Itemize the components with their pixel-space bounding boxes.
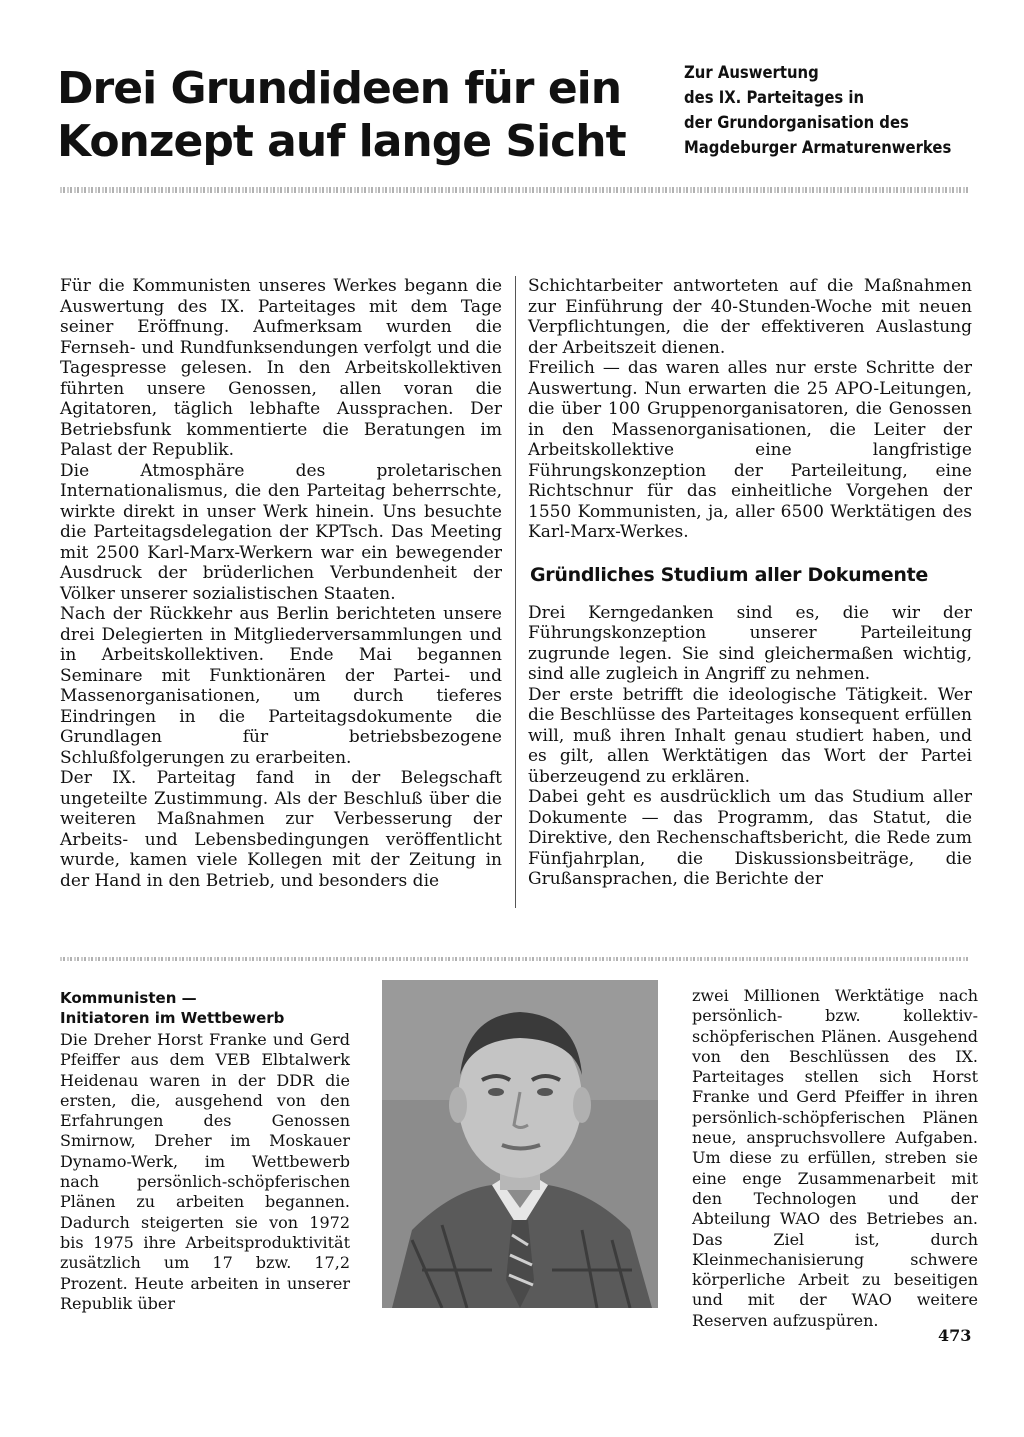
portrait-photo	[382, 980, 658, 1308]
sidebar-text: Die Dreher Horst Franke und Gerd Pfeiffer aus dem VEB Elbtalwerk Heidenau waren in der DDR die ersten, die, ausgehend von den Erfahrungen des Genossen Smirnow, Dreher im Moskauer Dynamo-Werk, im Wettbewerb nach persönlich-schöpferischen Plänen zu arbeiten begannen. Dadurch steigerten sie von 1972 bis 1975 ihre Arbeitsproduktivität zusätzlich um 17 bzw. 17,2 Prozent. Heute arbeiten in unserer Republik über	[60, 1030, 350, 1313]
subheadline-line: der Grundorganisation des	[684, 113, 909, 132]
section-heading: Gründliches Studium aller Dokumente	[530, 563, 928, 586]
subheadline-line: des IX. Parteitages in	[684, 88, 865, 107]
paragraph: Für die Kommunisten unseres Werkes begann die Auswertung des IX. Parteitages mit dem Tage seiner Eröffnung. Aufmerksam wurden die Fernseh- und Rundfunksendungen verfolgt und die Tagespresse gelesen. In den Arbeitskollektiven führten unsere Genossen, allen voran die Agitatoren, täglich lebhafte Aussprachen. Der Betriebsfunk kommentierte die Beratungen im Palast der Republik.	[60, 276, 502, 460]
right-column	[528, 276, 972, 890]
paragraph: Der IX. Parteitag fand in der Belegschaft ungeteilte Zustimmung. Als der Beschluß über die weiteren Maßnahmen zur Verbesserung der Arbeits- und Lebensbedingungen veröffentlicht wurde, kamen viele Kollegen mit der Zeitung in der Hand in den Betrieb, und besonders die	[60, 768, 502, 891]
page-number: 473	[938, 1326, 972, 1345]
paragraph: Dabei geht es ausdrücklich um das Studium aller Dokumente — das Programm, das Statut, die Direktive, den Rechenschaftsbericht, die Rede zum Fünfjahrplan, die Diskussionsbeiträge, die Grußansprachen, die Berichte der	[528, 787, 972, 889]
paragraph: Nach der Rückkehr aus Berlin berichteten unsere drei Delegierten in Mitgliederversammlungen und in Arbeitskollektiven. Ende Mai begannen Seminare mit Funktionären der Partei- und Massenorganisationen, um durch tieferes Eindringen in die Parteitagsdokumente die Grundlagen für betriebsbezogene Schlußfolgerungen zu erarbeiten.	[60, 604, 502, 768]
column-divider	[515, 276, 516, 908]
headline-line-1: Drei Grundideen für ein	[57, 63, 622, 114]
left-column	[60, 276, 502, 891]
sidebar-box-right	[692, 986, 978, 1331]
sidebar-box-left	[60, 988, 350, 1314]
paragraph: Die Atmosphäre des proletarischen Internationalismus, die den Parteitag beherrschte, wirkte direkt in unser Werk hinein. Uns besuchte die Parteitagsdelegation der KPTsch. Das Meeting mit 2500 Karl-Marx-Werkern war ein bewegender Ausdruck der brüderlichen Verbundenheit der Völker unserer sozialistischen Staaten.	[60, 460, 502, 604]
section-divider	[60, 957, 970, 961]
sidebar-heading	[60, 988, 350, 1028]
header-divider	[60, 187, 970, 193]
headline	[57, 62, 657, 168]
subheadline-line: Magdeburger Armaturenwerkes	[684, 138, 952, 157]
paragraph: Schichtarbeiter antworteten auf die Maßnahmen zur Einführung der 40-Stunden-Woche mit neuen Verpflichtungen, die der effektiveren Auslastung der Arbeitszeit dienen.	[528, 276, 972, 358]
sidebar-text: zwei Millionen Werktätige nach persönlich- bzw. kollektiv-schöpferischen Plänen. Ausgehend von den Beschlüssen des IX. Parteitages stellen sich Horst Franke und Gerd Pfeiffer in ihren persönlich-schöpferischen Plänen neue, anspruchsvollere Aufgaben. Um diese zu erfüllen, streben sie eine enge Zusammenarbeit mit den Technologen und der Abteilung WAO des Betriebes an. Das Ziel ist, durch Kleinmechanisierung schwere körperliche Arbeit zu beseitigen und mit der WAO weitere Reserven aufzuspüren.	[692, 986, 978, 1330]
subheadline-line: Zur Auswertung	[684, 63, 819, 82]
headline-line-2: Konzept auf lange Sicht	[57, 116, 626, 167]
subheadline	[684, 60, 972, 160]
sidebar-heading-line: Initiatoren im Wettbewerb	[60, 1009, 285, 1027]
paragraph: Freilich — das waren alles nur erste Schritte der Auswertung. Nun erwarten die 25 APO-Leitungen, die über 100 Gruppenorganisatoren, die Genossen in den Massenorganisationen, die Leiter der Arbeitskollektive eine langfristige Führungskonzeption der Parteileitung, eine Richtschnur für das einheitliche Vorgehen der 1550 Kommunisten, ja, aller 6500 Werktätigen des Karl-Marx-Werkes.	[528, 358, 972, 542]
paragraph: Der erste betrifft die ideologische Tätigkeit. Wer die Beschlüsse des Parteitages konsequent erfüllen will, muß ihren Inhalt genau studiert haben, und es gilt, allen Werktätigen das Wort der Partei überzeugend zu erklären.	[528, 684, 972, 787]
sidebar-heading-line: Kommunisten —	[60, 989, 197, 1007]
paragraph: Drei Kerngedanken sind es, die wir der Führungskonzeption unserer Parteileitung zugrunde legen. Sie sind gleichermaßen wichtig, sind alle zugleich in Angriff zu nehmen.	[528, 602, 972, 684]
portrait-illustration	[382, 980, 658, 1308]
